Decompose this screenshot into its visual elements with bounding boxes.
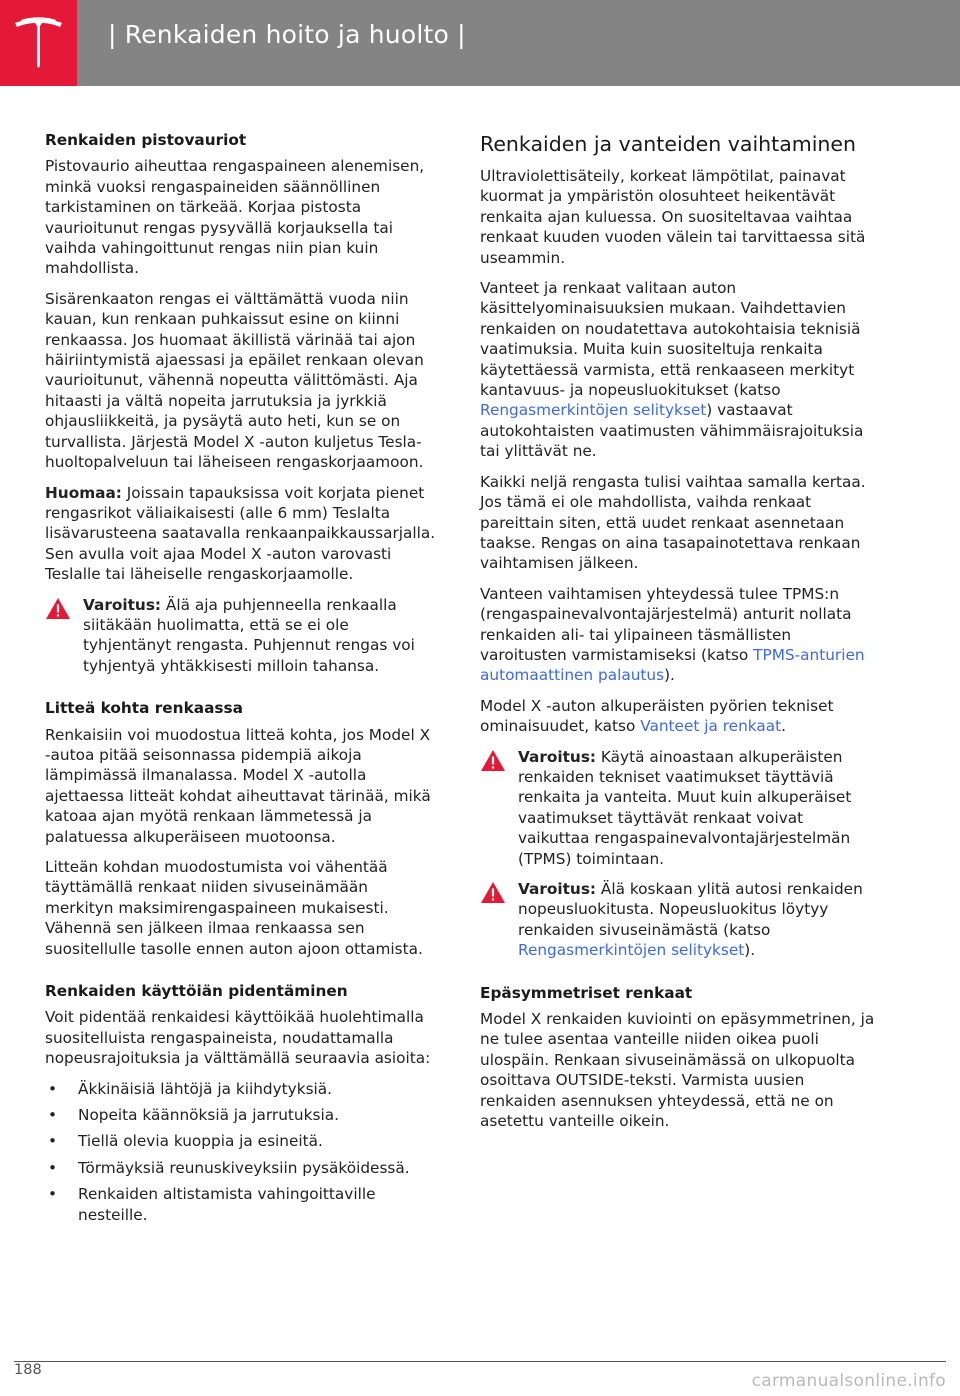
paragraph <box>480 278 875 462</box>
section-vaihtaminen <box>480 130 875 961</box>
section-heading: Epäsymmetriset renkaat <box>480 983 693 1002</box>
paragraph: Ultraviolettisäteily, korkeat lämpötilat, painavat kuormat ja ympäristön olosuhteet heikentävät renkaita ajan kuluessa. On suositeltavaa vaihtaa renkaat kuuden vuoden välein tai tarvittaessa sitä useammin. <box>480 167 866 267</box>
warning-box <box>480 747 875 869</box>
footer-divider <box>14 1361 946 1362</box>
paragraph: Litteän kohdan muodostumista voi vähentää täyttämällä renkaat niiden sivuseinämään merkityn maksimirengaspaineen mukaisesti. Vähennä sen jälkeen ilmaa renkaassa sen suositellulle tasolle ennen auton ajoon ottamista. <box>45 858 423 958</box>
paragraph <box>480 584 875 686</box>
section-käyttöikä <box>45 981 438 1225</box>
text: Vanteet ja renkaat valitaan auton käsittelyominaisuuksien mukaan. Vaihdettavien renkaiden on noudatettava autokohtaisia teknisiä vaatimuksia. Muita kuin suositeltuja renkaita käytettäessä varmista, että renkaaseen merkityt kantavuus- ja nopeusluokitukset (katso <box>480 279 861 400</box>
link-vanteet-ja-renkaat[interactable]: Vanteet ja renkaat <box>640 717 782 736</box>
watermark: carmanualsonline.info <box>751 1371 946 1391</box>
paragraph: Kaikki neljä rengasta tulisi vaihtaa samalla kertaa. Jos tämä ei ole mahdollista, vaihda renkaat pareittain siten, että uudet renkaat asennetaan taakse. Rengas on aina tasapainotettava renkaan vaihtamisen jälkeen. <box>480 472 866 573</box>
list-item: • Törmäyksiä reunuskiveyksiin pysäköidessä. <box>45 1158 438 1178</box>
page-title: | Renkaiden hoito ja huolto | <box>108 20 466 49</box>
warning-triangle-icon <box>480 749 506 772</box>
text: ). <box>664 666 675 685</box>
logo-box <box>0 0 77 86</box>
note-label: Huomaa: <box>45 483 122 502</box>
text: . <box>781 717 786 736</box>
tesla-logo-icon <box>13 17 64 69</box>
link-tpms-palautus[interactable]: TPMS-anturien automaattinen palautus <box>480 645 865 685</box>
note-text: Joissain tapauksissa voit korjata pienet rengasrikot väliaikaisesti (alle 6 mm) Teslalta lisävarusteena saatavalla renkaanpaikkaussarjalla. Sen avulla voit ajaa Model X -auton varovasti Teslalle tai läheiselle rengaskorjaamolle. <box>45 483 436 584</box>
paragraph: Pistovaurio aiheuttaa rengaspaineen alenemisen, minkä vuoksi rengaspaineiden säännöllinen tarkistaminen on tärkeää. Korjaa pistosta vaurioitunut rengas pysyvällä korjauksella tai vaihda vahingoittunut rengas niin pian kuin mahdollista. <box>45 157 425 278</box>
warning-text: Älä aja puhjenneella renkaalla siitäkään huolimatta, että se ei ole tyhjentänyt rengasta. Puhjennut rengas voi tyhjentyä yhtäkkisesti milloin tahansa. <box>83 595 415 675</box>
section-heading-large: Renkaiden ja vanteiden vaihtaminen <box>480 132 857 156</box>
paragraph <box>480 696 875 737</box>
section-epäsymmetriset <box>480 983 875 1132</box>
section-pistovauriot <box>45 130 438 676</box>
paragraph: Model X renkaiden kuviointi on epäsymmetrinen, ja ne tulee asentaa vanteille niiden oikea puoli ulospäin. Renkaan sivuseinämässä on ulkopuolta osoittava OUTSIDE-teksti. Varmista uusien renkaiden asennuksen yhteydessä, että ne on asetettu vanteille oikein. <box>480 1010 875 1131</box>
warning-box <box>480 879 875 961</box>
text: ) vastaavat autokohtaisten vaatimusten vähimmäisrajoituksia tai ylittävät ne. <box>480 401 864 461</box>
warning-triangle-icon <box>45 597 71 620</box>
section-heading: Litteä kohta renkaassa <box>45 699 243 718</box>
section-litteä-kohta <box>45 698 438 959</box>
section-heading: Renkaiden pistovauriot <box>45 131 247 149</box>
list-item: • Äkkinäisiä lähtöjä ja kiihdytyksiä. <box>45 1079 438 1099</box>
text: Vanteen vaihtamisen yhteydessä tulee TPMS:n (rengaspainevalvontajärjestelmä) anturit nollata renkaiden ali- tai ylipaineen täsmällisten varoitusten varmistamiseksi (katso <box>480 584 852 664</box>
warning-box <box>45 595 438 677</box>
link-rengasmerkinnat[interactable]: Rengasmerkintöjen selitykset <box>518 941 745 960</box>
warning-label: Varoitus: <box>83 595 162 614</box>
warning-label: Varoitus: <box>518 880 597 898</box>
list-item: • Renkaiden altistamista vahingoittaville nesteille. <box>45 1184 438 1225</box>
paragraph: Renkaisiin voi muodostua litteä kohta, jos Model X -autoa pitää seisonnassa pidempiä aikoja lämpimässä ilmanalassa. Model X -autolla ajettaessa litteät kohdat aiheuttavat tärinää, mikä katoaa ajan myötä renkaan lämmetessä ja palatuessa alkuperäiseen muotoonsa. <box>45 725 431 846</box>
text: Model X -auton alkuperäisten pyörien tekniset ominaisuudet, katso <box>480 696 834 736</box>
warning-text: Älä koskaan ylitä autosi renkaiden nopeusluokitusta. Nopeusluokitus löytyy renkaiden sivuseinämästä (katso <box>518 880 863 939</box>
warning-label: Varoitus: <box>518 747 597 766</box>
left-column <box>45 130 438 1231</box>
page-number: 188 <box>14 1362 42 1378</box>
paragraph: Voit pidentää renkaidesi käyttöikää huolehtimalla suositelluista rengaspaineista, noudattamalla nopeusrajoituksia ja välttämällä seuraavia asioita: <box>45 1008 431 1068</box>
right-column <box>480 130 875 1141</box>
link-rengasmerkinnat[interactable]: Rengasmerkintöjen selitykset <box>480 401 707 420</box>
warning-text: ). <box>744 941 756 960</box>
warning-text: Käytä ainoastaan alkuperäisten renkaiden tekniset vaatimukset täyttäviä renkaita ja vanteita. Muut kuin alkuperäiset vaatimukset täyttävät renkaat voivat vaikuttaa rengaspainevalvontajärjestelmän (TPMS) toimintaan. <box>518 747 852 868</box>
section-heading: Renkaiden käyttöiän pidentäminen <box>45 982 348 1001</box>
list-item: • Nopeita käännöksiä ja jarrutuksia. <box>45 1105 438 1125</box>
warning-triangle-icon <box>480 881 506 904</box>
note <box>45 483 438 585</box>
page-header <box>0 0 960 86</box>
bullet-list <box>45 1079 438 1225</box>
paragraph: Sisärenkaaton rengas ei välttämättä vuoda niin kauan, kun renkaan puhkaissut esine on kiinni renkaassa. Jos huomaat äkillistä värinää tai ajon häiriintymistä ajaessasi ja epäilet renkaan olevan vaurioitunut, vähennä nopeutta välittömästi. Aja hitaasti ja vältä nopeita jarrutuksia ja jyrkkiä ohjausliikkeitä, ja pysäytä auto heti, kun se on turvallista. Järjestä Model X -auton kuljetus Tesla-huoltopalveluun tai läheiseen rengaskorjaamoon. <box>45 289 424 472</box>
list-item: • Tiellä olevia kuoppia ja esineitä. <box>45 1131 438 1151</box>
